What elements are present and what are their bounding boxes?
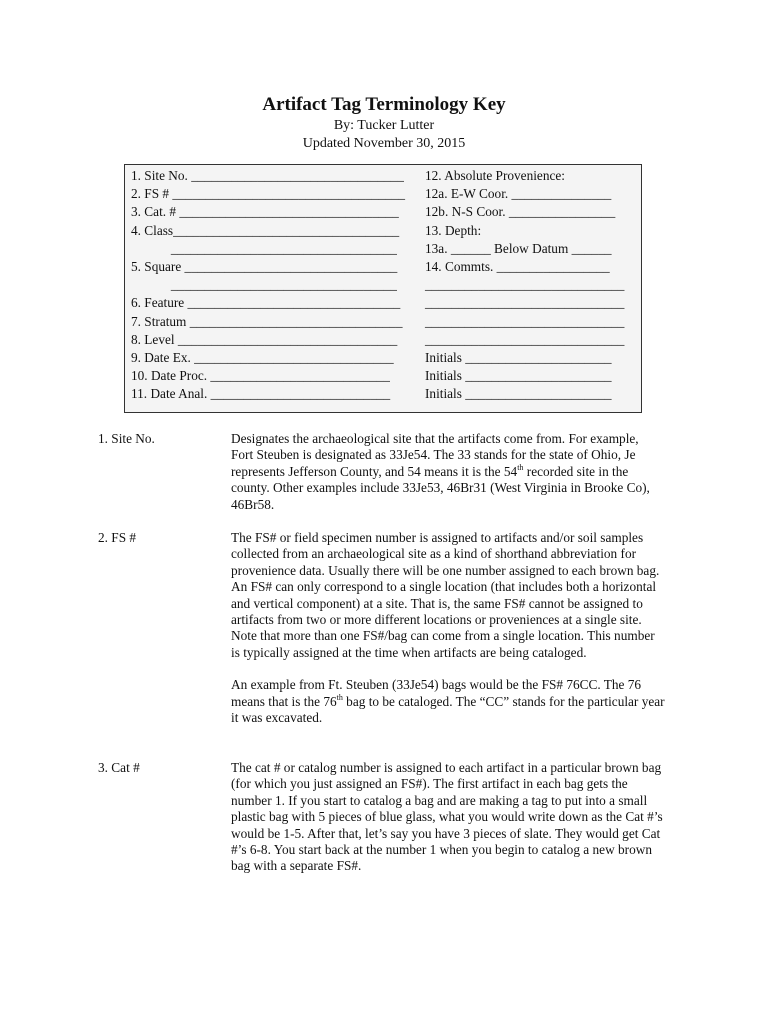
tag-field-square-cont: __________________________________ <box>131 277 397 293</box>
tag-field-comments: 14. Commts. _________________ <box>425 258 610 274</box>
term-description <box>231 760 671 875</box>
updated-date: Updated November 30, 2015 <box>302 136 466 151</box>
tag-field-ns-coor: 12b. N-S Coor. ________________ <box>425 204 616 220</box>
term-label: 2. FS # <box>98 530 137 545</box>
tag-field-date-anal: 11. Date Anal. ___________________________ <box>131 386 391 402</box>
term-description <box>231 530 666 726</box>
tag-field-stratum: 7. Stratum ________________________________ <box>131 313 403 329</box>
tag-field-below-datum: 13a. ______ Below Datum ______ <box>425 240 612 256</box>
tag-field-initials: Initials ______________________ <box>425 368 612 384</box>
tag-field-depth: 13. Depth: <box>425 222 482 238</box>
tag-field-class-cont: __________________________________ <box>131 240 397 256</box>
tag-field-class: 4. Class__________________________________ <box>131 222 400 238</box>
document-header <box>0 93 768 153</box>
term-label: 1. Site No. <box>98 431 155 446</box>
tag-field-initials: Initials ______________________ <box>425 386 612 402</box>
tag-field-initials: Initials ______________________ <box>425 349 612 365</box>
author-line: By: Tucker Lutter <box>333 118 435 133</box>
tag-field-comments-line: ______________________________ <box>425 277 625 293</box>
tag-field-site-no: 1. Site No. ________________________________ <box>131 168 404 183</box>
tag-right-column <box>425 167 635 403</box>
description-paragraph: An example from Ft. Steuben (33Je54) bags would be the FS# 76CC. The 76 means that is the 76th bag to be cataloged. The “CC” stands for the particular year it was excavated. <box>231 677 665 726</box>
tag-field-abs-provenience: 12. Absolute Provenience: <box>425 168 565 183</box>
description-paragraph: The FS# or field specimen number is assigned to artifacts and/or soil samples collected from an archaeological site as a kind of shorthand abbreviation for provenience data. Usually there will be one number assigned to each brown bag. An FS# can only correspond to a single location (that includes both a horizontal and vertical component) at a site. That is, the same FS# cannot be assigned to artifacts from two or more different locations or proveniences at a single site. Note that more than one FS#/bag can come from a single location. This number is typically assigned at the time when artifacts are being cataloged. <box>231 530 660 660</box>
description-paragraph: The cat # or catalog number is assigned to each artifact in a particular brown bag (for which you just assigned an FS#). The first artifact in each bag gets the number 1. If you start to catalog a bag and are making a tag to put into a small plastic bag with 5 pieces of blue glass, what you would write down as the Cat #’s would be 1-5. After that, let’s say you have 3 pieces of slate. They would get Cat #’s 6-8. You start back at the number 1 when you begin to catalog a new brown bag with a separate FS#. <box>231 760 663 874</box>
document-title: Artifact Tag Terminology Key <box>262 94 506 115</box>
tag-field-fs: 2. FS # ___________________________________ <box>131 186 406 202</box>
tag-field-cat: 3. Cat. # _________________________________ <box>131 204 399 220</box>
tag-field-comments-line: ______________________________ <box>425 313 625 329</box>
term-description: Designates the archaeological site that the artifacts come from. For example, Fort Steuben is designated as 33Je54. The 33 stands for the state of Ohio, Je represents Jefferson County, and 54 means it is the 54th recorded site in the county. Other examples include 33Je53, 46Br31 (West Virginia in Brooke Co), 46Br58. <box>231 431 650 512</box>
tag-field-feature: 6. Feature ________________________________ <box>131 295 401 311</box>
tag-field-date-proc: 10. Date Proc. ___________________________ <box>131 368 390 384</box>
tag-field-square: 5. Square ________________________________ <box>131 258 398 274</box>
tag-field-comments-line: ______________________________ <box>425 331 625 347</box>
tag-left-column <box>131 167 411 403</box>
tag-field-comments-line: ______________________________ <box>425 295 625 311</box>
tag-field-ew-coor: 12a. E-W Coor. _______________ <box>425 186 612 202</box>
tag-field-date-ex: 9. Date Ex. ______________________________ <box>131 349 394 365</box>
term-label: 3. Cat # <box>98 760 140 775</box>
artifact-tag-template <box>124 164 642 413</box>
tag-field-level: 8. Level _________________________________ <box>131 331 398 347</box>
